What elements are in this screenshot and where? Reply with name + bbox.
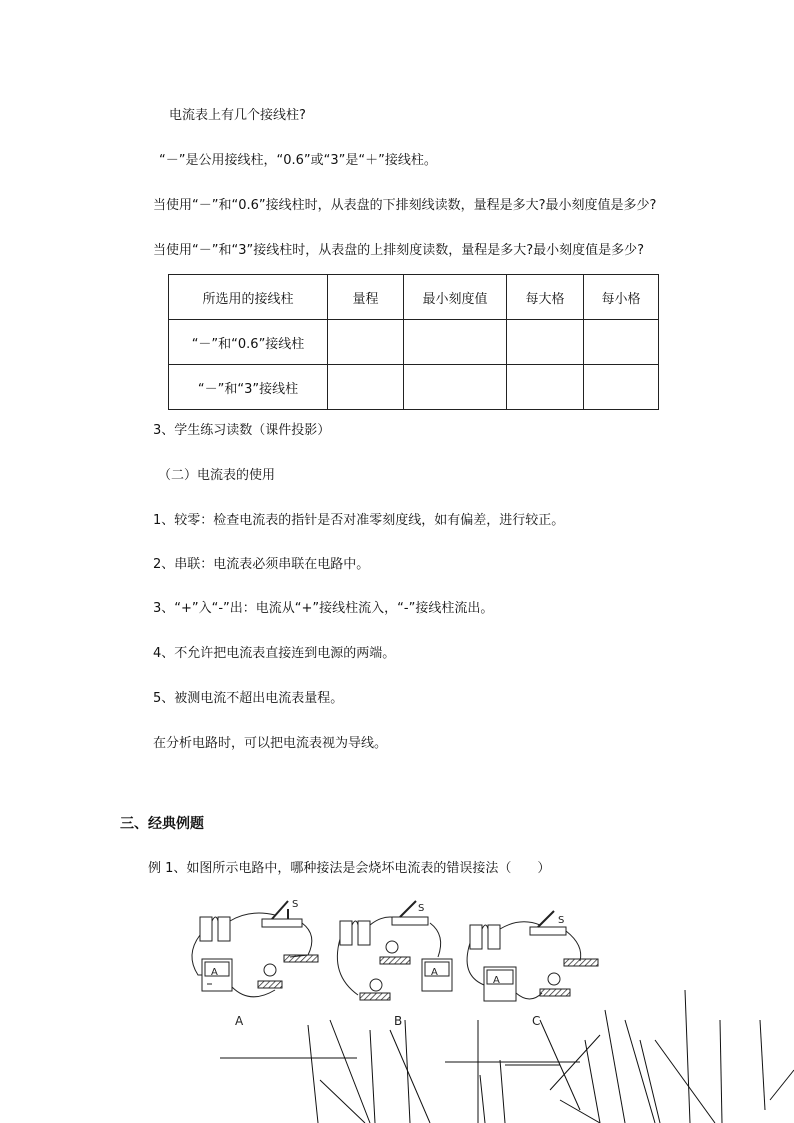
switch-icon: [262, 899, 302, 927]
table-header-cell: 每大格: [507, 275, 584, 320]
table-cell: “－”和“0.6”接线柱: [169, 320, 328, 365]
wire: [430, 923, 441, 957]
switch-icon: [392, 901, 428, 925]
table-cell: [507, 365, 584, 410]
bulb-icon: [360, 979, 390, 1000]
caption-a: A: [235, 1014, 244, 1028]
terminals-table: [168, 274, 659, 410]
wire: [337, 939, 358, 995]
wire: [290, 923, 312, 957]
table-cell: [507, 320, 584, 365]
rule-2: 2、串联：电流表必须串联在电路中。: [153, 557, 370, 572]
section-3-heading: 三、经典例题: [120, 816, 204, 832]
question-range-3: 当使用“－”和“3”接线柱时，从表盘的上排刻度读数，量程是多大?最小刻度值是多少?: [153, 243, 645, 258]
bulb-icon: [258, 964, 282, 988]
rule-1: 1、较零：检查电流表的指针是否对准零刻度线，如有偏差，进行较正。: [153, 513, 565, 528]
battery-cell: [340, 921, 352, 945]
question-terminals: 电流表上有几个接线柱?: [169, 108, 306, 123]
ammeter-icon: [202, 959, 232, 991]
circuit-b: [337, 901, 452, 1000]
table-cell: [584, 365, 659, 410]
rule-3: 3、“+”入“-”出：电流从“+”接线柱流入，“-”接线柱流出。: [153, 601, 494, 616]
table-cell: [328, 320, 404, 365]
question-range-06: 当使用“－”和“0.6”接线柱时，从表盘的下排刻线读数，量程是多大?最小刻度值是多少?: [153, 198, 657, 213]
meter-label: A: [431, 967, 438, 978]
circuit-c: [467, 911, 598, 1001]
table-cell: [584, 320, 659, 365]
battery-cell: [488, 925, 500, 949]
example-1: 例 1、如图所示电路中，哪种接法是会烧坏电流表的错误接法（ ）: [148, 861, 551, 876]
table-header-cell: 每小格: [584, 275, 659, 320]
ammeter-icon: [484, 967, 516, 1001]
battery-cell: [200, 917, 212, 941]
wire: [566, 931, 581, 961]
table-cell: [404, 365, 507, 410]
bulb-icon: [284, 955, 318, 962]
meter-label: A: [211, 967, 218, 978]
analysis-note: 在分析电路时，可以把电流表视为导线。: [153, 736, 388, 751]
meter-label: A: [493, 975, 500, 986]
table-header-row: [169, 275, 659, 320]
table-row: [169, 320, 659, 365]
table-cell: [404, 320, 507, 365]
rule-5: 5、被测电流不超出电流表量程。: [153, 691, 344, 706]
battery-cell: [470, 925, 482, 949]
switch-label: S: [418, 903, 425, 914]
table-row: [169, 365, 659, 410]
circuit-figure: [180, 895, 610, 1035]
battery-cell: [218, 917, 230, 941]
rule-4: 4、不允许把电流表直接连到电源的两端。: [153, 646, 396, 661]
circuit-a: [192, 899, 318, 997]
switch-label: S: [292, 899, 299, 910]
table-header-cell: 所选用的接线柱: [169, 275, 328, 320]
bulb-icon: [380, 941, 410, 964]
usage-heading: （二）电流表的使用: [158, 468, 276, 483]
switch-label: S: [558, 915, 565, 926]
table-cell: “－”和“3”接线柱: [169, 365, 328, 410]
caption-c: C: [532, 1014, 541, 1028]
terminals-common-note: “－”是公用接线柱，“0.6”或“3”是“＋”接线柱。: [159, 153, 437, 168]
battery-cell: [358, 921, 370, 945]
ammeter-icon: [422, 959, 452, 991]
table-header-cell: 最小刻度值: [404, 275, 507, 320]
bulb-icon: [540, 973, 570, 996]
bulb-icon: [564, 959, 598, 966]
table-cell: [328, 365, 404, 410]
caption-b: B: [394, 1014, 403, 1028]
practice-line: 3、学生练习读数（课件投影）: [153, 423, 331, 438]
wire: [516, 993, 542, 999]
table-header-cell: 量程: [328, 275, 404, 320]
